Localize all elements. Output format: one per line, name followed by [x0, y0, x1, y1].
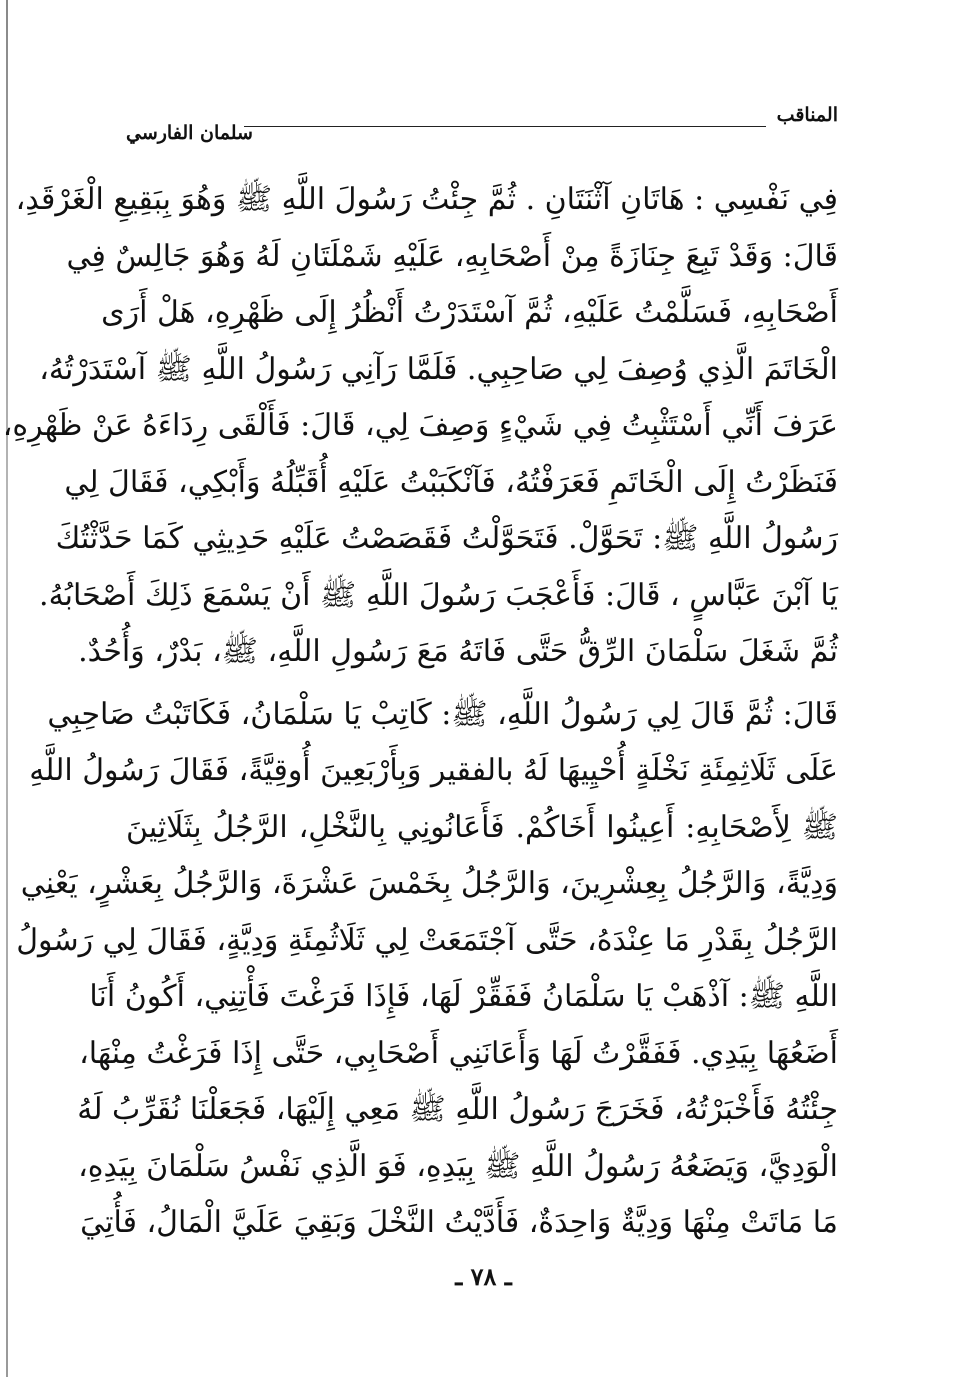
text-line: وَدِيَّةً، وَالرَّجُلُ بِعِشْرِينَ، وَالرَّجُلُ بِخَمْسَ عَشْرَةَ، وَالرَّجُلُ بِعَشْرٍ، يَعْنِي	[20, 866, 838, 901]
running-header	[126, 104, 838, 144]
text-line: عَلَى ثَلَاثِمِئَةِ نَخْلَةٍ أُحْيِيهَا لَهُ بالفقير وَبِأَرْبَعِينَ أُوقِيَّةً، فَقَالَ رَسُولُ اللَّهِ	[29, 753, 838, 788]
text-line: قَالَ: ثُمَّ قَالَ لِي رَسُولُ اللَّهِ، ﷺ: كَاتِبْ يَا سَلْمَانُ، فَكَاتَبْتُ صَاحِبِي	[47, 696, 838, 732]
text-line: عَرَفَ أَنِّي أَسْتَثْبِتُ فِي شَيْءٍ وَصِفَ لِي، قَالَ: فَأَلْقَى رِدَاءَهُ عَنْ ظَهْرِهِ،	[2, 408, 838, 443]
text-line: فَنَظَرْتُ إِلَى الْخَاتَمِ فَعَرَفْتُهُ، فَآنْكَبَبْتُ عَلَيْهِ أُقَبِّلُهُ وَأَبْكِي، فَقَالَ لِي	[64, 464, 838, 500]
header-subject-title: سلمان الفارسي	[126, 122, 253, 144]
paragraph	[2, 172, 838, 681]
text-line: فِي نَفْسِي : هَاتَانِ آثْنَتَانِ . ثُمَّ جِئْتُ رَسُولَ اللَّهِ ﷺ وَهُوَ بِبَقِيعِ الْغَرْقَدِ،	[15, 182, 838, 217]
scan-edge	[6, 0, 8, 1377]
text-line: ﷺ لِأَصْحَابِهِ: أَعِينُوا أَخَاكُمْ. فَأَعَانُونِي بِالنَّخْلِ، الرَّجُلُ بِثَلَاثِينَ	[126, 809, 838, 845]
paragraph	[16, 687, 838, 1252]
text-line: الْوَدِيَّ، وَيَضَعُهُ رَسُولُ اللَّهِ ﷺ بِيَدِهِ، فَوَ الَّذِي نَفْسُ سَلْمَانَ بِيَدِهِ،	[78, 1148, 838, 1184]
page-number: ـ ٧٨ ـ	[455, 1262, 512, 1291]
text-line: الْخَاتَمَ الَّذِي وُصِفَ لِي صَاحِبِي. فَلَمَّا رَآنِي رَسُولُ اللَّهِ ﷺ آسْتَدَرْتُهُ،	[39, 351, 838, 387]
text-line: اللَّهِ ﷺ: آذْهَبْ يَا سَلْمَانُ فَفَقِّرْ لَهَا، فَإِذَا فَرَغْتَ فَأْتِنِي، أَكُونُ أَنَا	[89, 979, 838, 1014]
text-line: قَالَ: وَقَدْ تَبِعَ جِنَازَةً مِنْ أَصْحَابِهِ، عَلَيْهِ شَمْلَتَانِ لَهُ وَهُوَ جَالِسٌ فِي	[66, 238, 838, 274]
text-line: جِئْتُهُ فَأَخْبَرْتُهُ، فَخَرَجَ رَسُولُ اللَّهِ ﷺ مَعِي إِلَيْهَا، فَجَعَلْنَا نُقَرِّبُ لَهُ	[77, 1092, 838, 1127]
text-line: رَسُولُ اللَّهِ ﷺ: تَحَوَّلْ. فَتَحَوَّلْتُ فَقَصَصْتُ عَلَيْهِ حَدِيثِي كَمَا حَدَّثْتُكَ	[55, 521, 838, 556]
header-rule	[244, 126, 766, 127]
body-text	[2, 172, 838, 1252]
text-line: يَا آبْنَ عَبَّاسٍ ، قَالَ: فَأَعْجَبَ رَسُولَ اللَّهِ ﷺ أَنْ يَسْمَعَ ذَلِكَ أَصْحَابُهُ.	[39, 577, 838, 613]
text-line: ثُمَّ شَغَلَ سَلْمَانَ الرِّقُّ حَتَّى فَاتَهُ مَعَ رَسُولِ اللَّهِ، ﷺ، بَدْرٌ، وَأُحُدٌ.	[78, 634, 838, 669]
text-line: الرَّجُلُ بِقَدْرِ مَا عِنْدَهُ، حَتَّى آجْتَمَعَتْ لِي ثَلَاثُمِئَةِ وَدِيَّةٍ، فَقَالَ لِي رَسُولُ	[16, 922, 838, 958]
text-line: أَصْحَابِهِ، فَسَلَّمْتُ عَلَيْهِ، ثُمَّ آسْتَدَرْتُ أَنْظُرُ إِلَى ظَهْرِهِ، هَلْ أَرَى	[101, 295, 838, 330]
text-line: مَا مَاتَتْ مِنْهَا وَدِيَّةٌ وَاحِدَةٌ، فَأَدَّيْتُ النَّخْلَ وَبَقِيَ عَلَيَّ الْمَالُ، فَأُتِيَ	[80, 1205, 838, 1240]
text-line: أَضَعُهَا بِيَدِي. فَفَقَّرْتُ لَهَا وَأَعَانَنِي أَصْحَابِي، حَتَّى إِذَا فَرَغْتُ مِنْهَا،	[79, 1035, 838, 1071]
header-chapter-title: المناقب	[776, 104, 838, 126]
